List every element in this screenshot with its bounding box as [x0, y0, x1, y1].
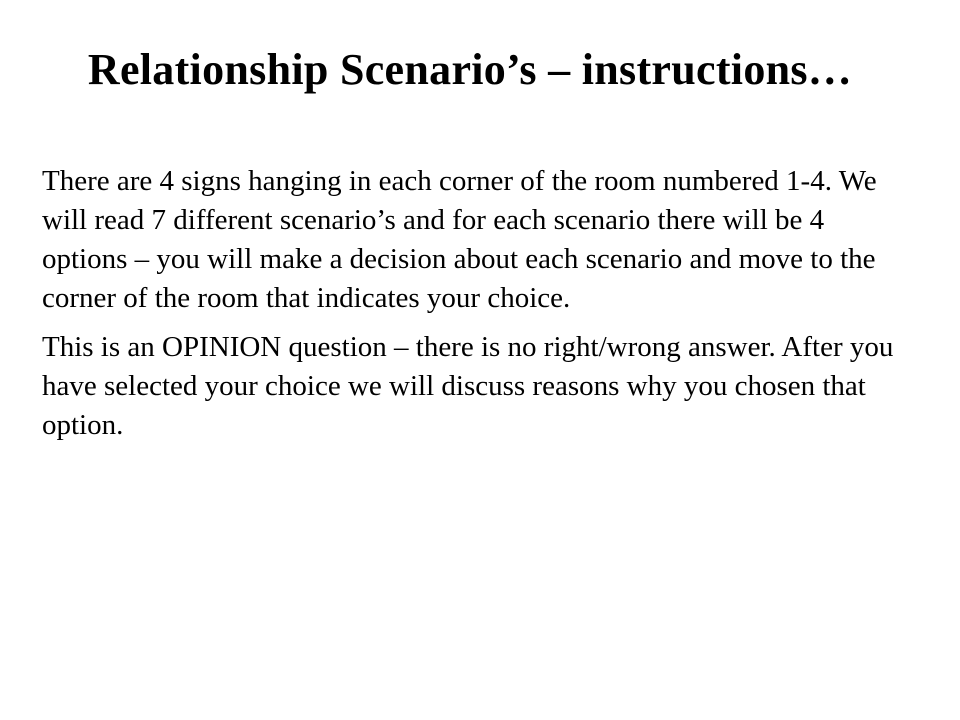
opinion-paragraph: This is an OPINION question – there is no right/wrong answer. After you have selected your choice we will discuss reasons why you chosen that option. — [42, 331, 894, 441]
instructions-paragraph: There are 4 signs hanging in each corner of the room numbered 1-4. We will read 7 different scenario’s and for each scenario there will be 4 options – you will make a decision about each scenario and move to the corner of the room that indicates your choice. — [42, 165, 877, 314]
slide-body — [42, 162, 902, 455]
slide-title: Relationship Scenario’s – instructions… — [87, 45, 853, 94]
